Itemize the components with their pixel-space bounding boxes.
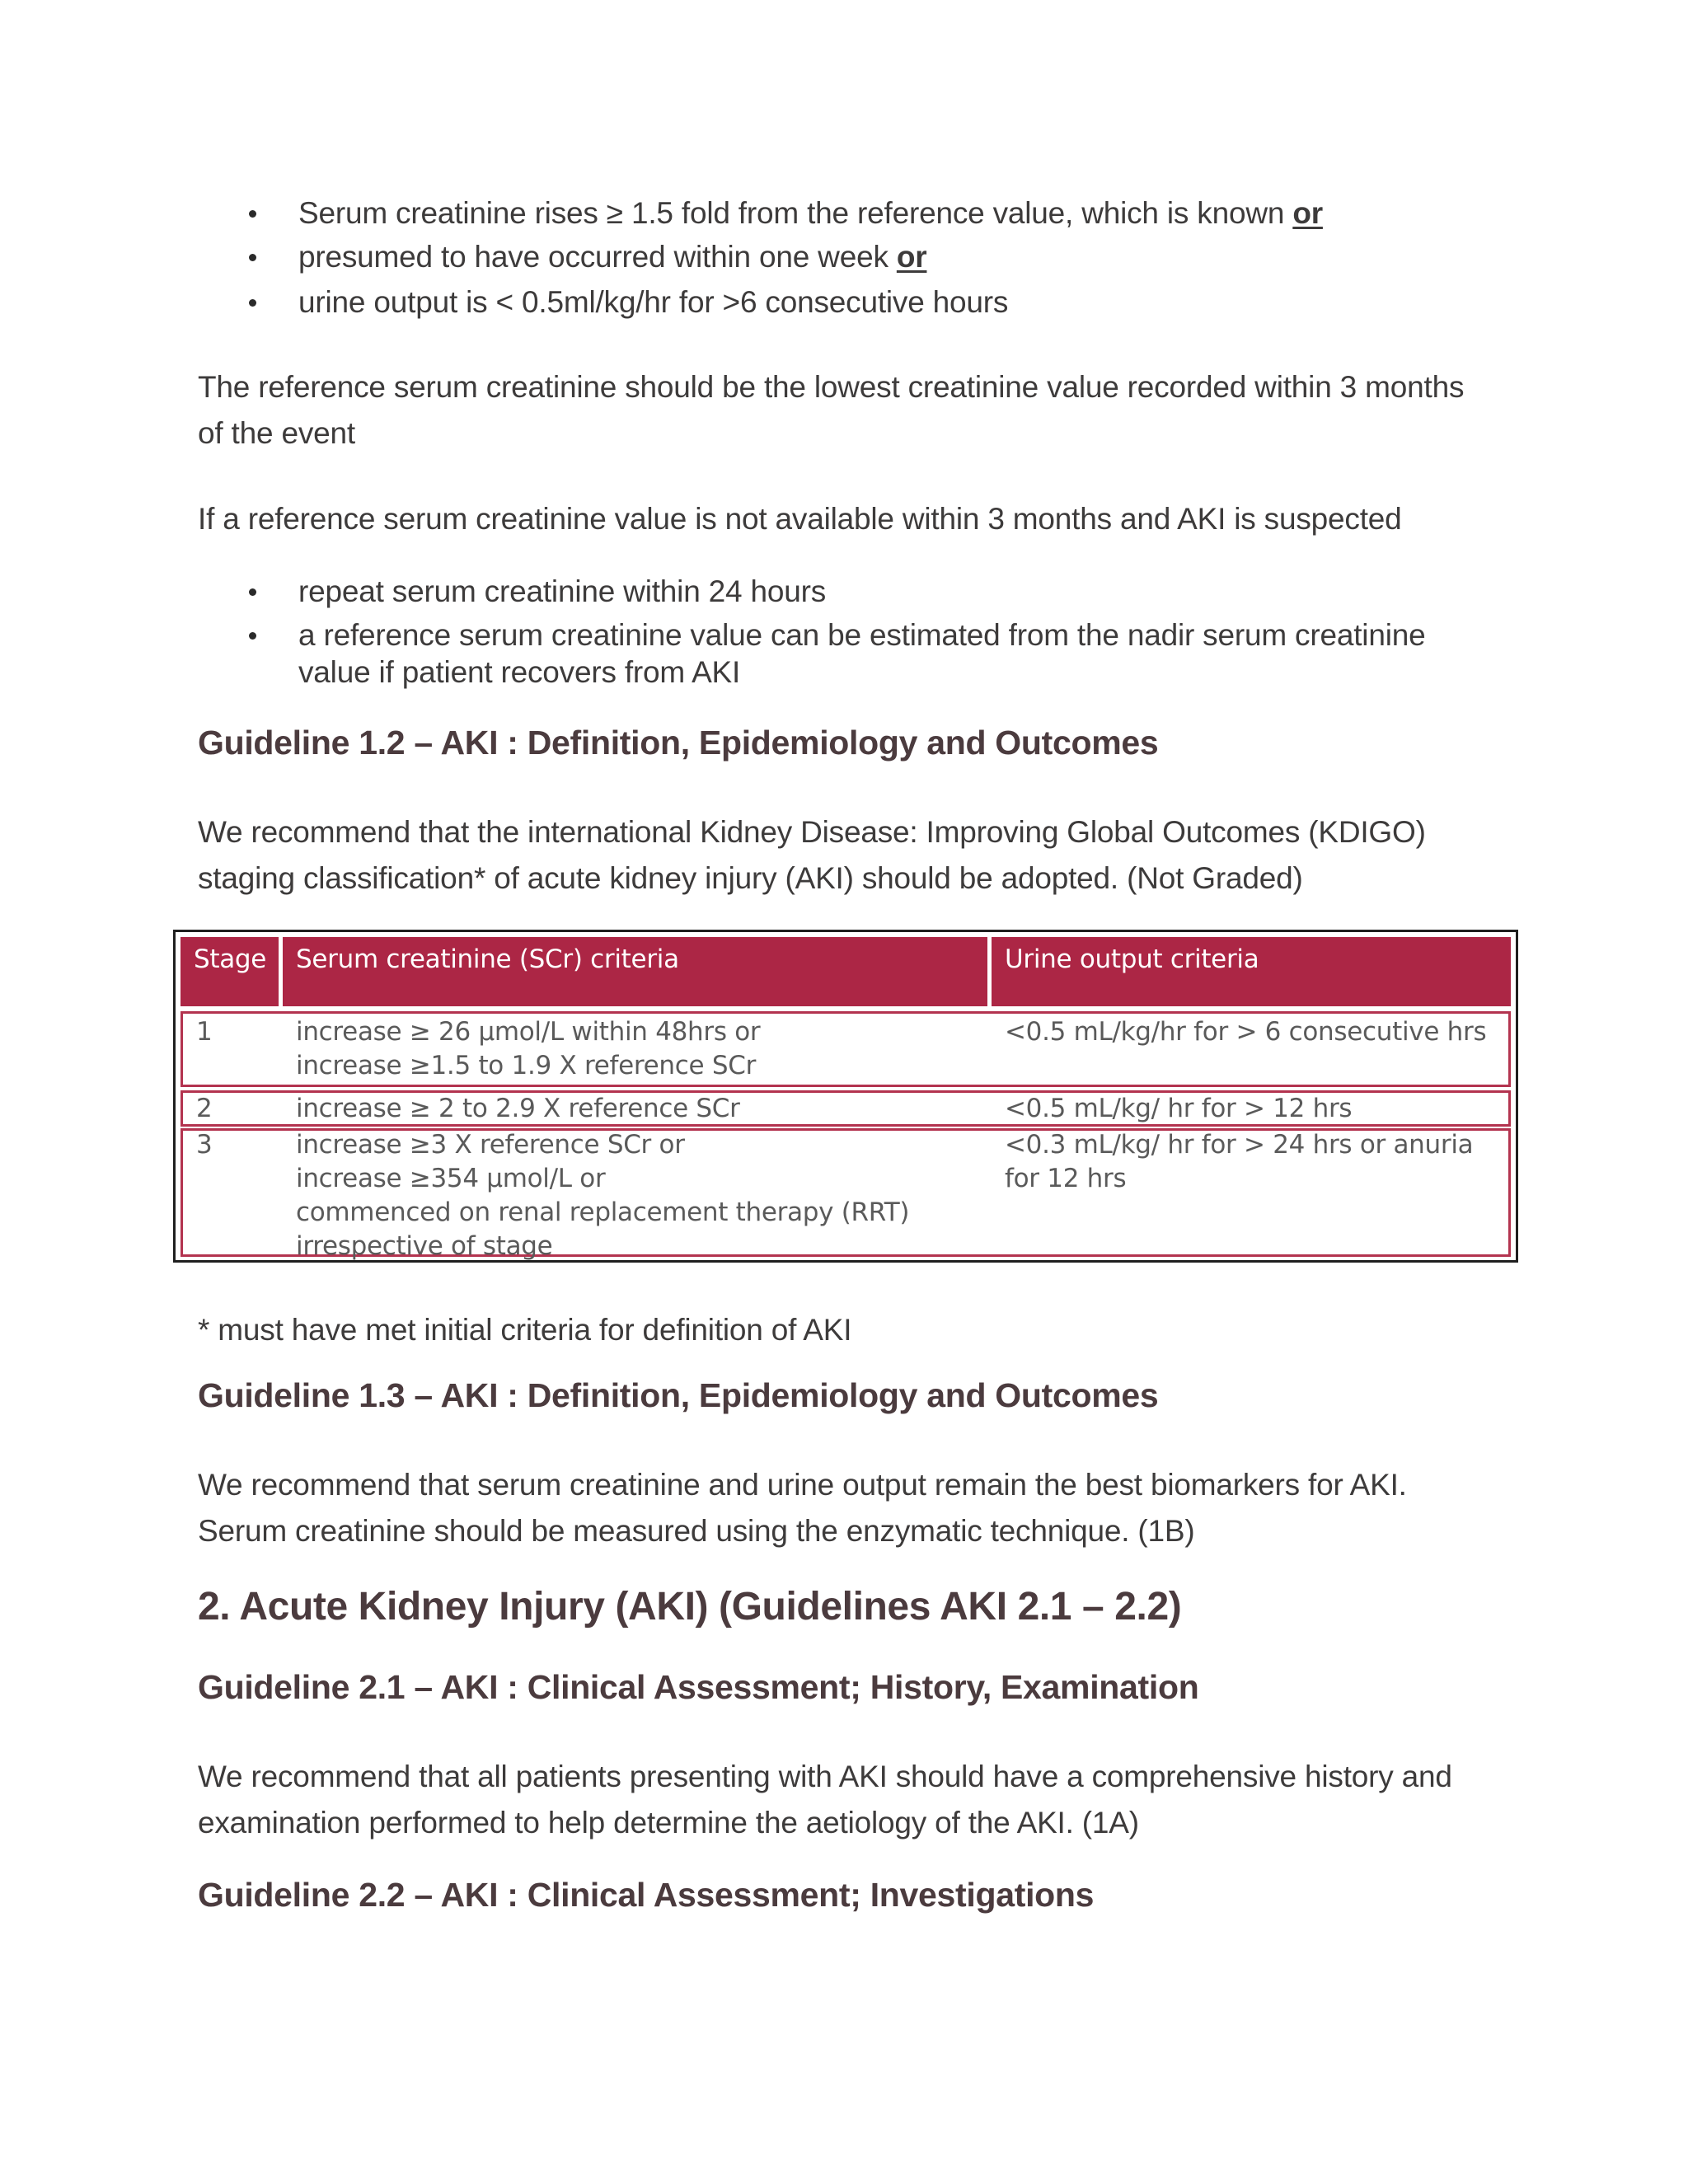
guideline-1-2-heading: Guideline 1.2 – AKI : Definition, Epidemiology and Outcomes [198,724,1159,762]
guideline-2-1-heading: Guideline 2.1 – AKI : Clinical Assessment; History, Examination [198,1668,1199,1706]
list-item: a reference serum creatinine value can be estimated from the nadir serum creatinine value if patient recovers from AKI [198,616,1426,691]
table-footnote: * must have met initial criteria for definition of AKI [198,1313,852,1347]
table-row [181,1011,1511,1087]
bullet-icon [249,588,256,596]
list-item: presumed to have occurred within one week or [198,238,1323,275]
guideline-1-3-text: We recommend that serum creatinine and urine output remain the best biomarkers for AKI. Serum creatinine should be measured using the enzymatic technique. (1B) [198,1468,1407,1548]
not-available-bullet-list [198,573,1426,691]
stage-cell: 3 [196,1130,213,1160]
intro-bullet-list [198,194,1323,321]
bullet-icon [249,210,256,218]
urine-cell: <0.5 mL/kg/ hr for > 12 hrs [1005,1094,1353,1123]
stage-cell: 1 [196,1017,213,1047]
list-item: Serum creatinine rises ≥ 1.5 fold from the reference value, which is known or [198,194,1323,232]
scr-cell: increase ≥3 X reference SCr or increase ≥354 µmol/L or commenced on renal replacement therapy (RRT) irrespective of stage [296,1130,910,1261]
guideline-2-1-text: We recommend that all patients presenting with AKI should have a comprehensive history and examination performed to help determine the aetiology of the AKI. (1A) [198,1760,1452,1840]
not-available-paragraph: If a reference serum creatinine value is not available within 3 months and AKI is suspected [198,502,1402,536]
table-row [181,1128,1511,1261]
guideline-2-2-heading: Guideline 2.2 – AKI : Clinical Assessment; Investigations [198,1876,1095,1914]
scr-cell: increase ≥ 26 µmol/L within 48hrs or increase ≥1.5 to 1.9 X reference SCr [296,1017,761,1080]
kdigo-staging-table [173,930,1518,1263]
bullet-icon [249,254,256,261]
scr-cell: increase ≥ 2 to 2.9 X reference SCr [296,1094,740,1123]
urine-cell: <0.5 mL/kg/hr for > 6 consecutive hrs [1005,1017,1487,1047]
guideline-1-3-heading: Guideline 1.3 – AKI : Definition, Epidemiology and Outcomes [198,1376,1159,1414]
table-header-row [181,937,1511,1006]
list-item: repeat serum creatinine within 24 hours [198,573,1426,610]
section-2-heading: 2. Acute Kidney Injury (AKI) (Guidelines AKI 2.1 – 2.2) [198,1585,1182,1629]
bullet-icon [249,299,256,307]
emphasis-or: or [896,240,927,274]
header-scr-criteria: Serum creatinine (SCr) criteria [296,944,679,974]
table-row [181,1090,1511,1127]
stage-cell: 2 [196,1094,213,1123]
urine-cell: <0.3 mL/kg/ hr for > 24 hrs or anuria for 12 hrs [1005,1130,1474,1193]
emphasis-or: or [1292,196,1323,230]
guideline-1-2-text: We recommend that the international Kidney Disease: Improving Global Outcomes (KDIGO) staging classification* of acute kidney injury (AKI) should be adopted. (Not Graded) [198,815,1426,895]
header-stage: Stage [194,944,267,974]
header-urine-criteria: Urine output criteria [1005,944,1259,974]
list-item: urine output is < 0.5ml/kg/hr for >6 consecutive hours [198,284,1323,321]
reference-paragraph: The reference serum creatinine should be the lowest creatinine value recorded within 3 months of the event [198,370,1465,450]
bullet-icon [249,632,256,640]
